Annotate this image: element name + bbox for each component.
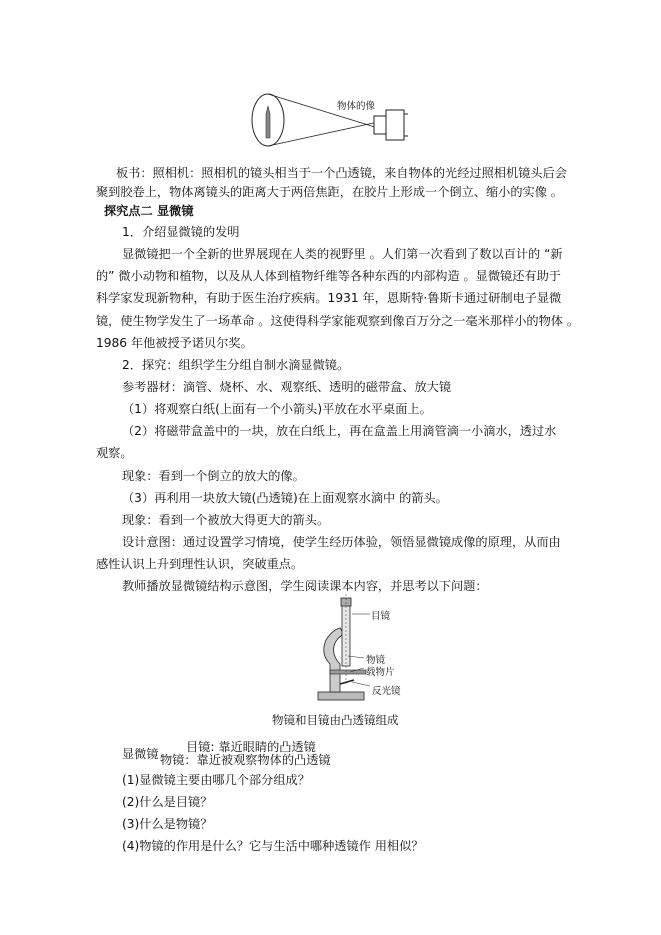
- question-2: (2)什么是目镜？: [122, 795, 213, 809]
- brace-bottom-line: 物镜：靠近被观察物体的凸透镜: [160, 753, 331, 767]
- camera-lens: [374, 116, 386, 134]
- label-eyepiece: 目镜: [371, 611, 391, 622]
- phenomenon-2: 现象：看到一个被放大得更大的箭头。: [122, 513, 330, 527]
- p1-line-2: 的” 微小动物和植物，以及从人体到植物纤维等各种东西的内部构造 。显微镜还有助于: [96, 269, 561, 283]
- microscope-base: [318, 692, 364, 700]
- question-3: (3)什么是物镜？: [122, 817, 213, 831]
- section-title: 探究点二 显微镜: [104, 204, 194, 218]
- step-1: （1）将观察白纸(上面有一个小箭头)平放在水平桌面上。: [122, 402, 432, 416]
- p1-heading: 1．介绍显微镜的发明: [122, 225, 240, 239]
- p2-heading: 2．探究：组织学生分组自制水滴显微镜。: [122, 358, 350, 372]
- blackboard-line-2: 聚到胶卷上，物体离镜头的距离大于两倍焦距，在胶片上形成一个倒立、缩小的实像 。: [96, 185, 563, 199]
- microscope-arm: [324, 628, 344, 692]
- mirror-icon: [340, 680, 354, 684]
- microscope-caption: 物镜和目镜由凸透镜组成: [272, 713, 399, 727]
- p1-line-1: 显微镜把一个全新的世界展现在人类的视野里 。人们第一次看到了数以百计的 “新: [122, 247, 563, 261]
- brace-left-label: 显微镜: [122, 747, 159, 761]
- step-2-line-1: （2）将磁带盒盖中的一块，放在白纸上，再在盒盖上用滴管滴一小滴水，透过水: [122, 424, 557, 438]
- camera-body: [386, 110, 404, 140]
- camera-image-label: 物体的像: [337, 101, 376, 112]
- design-line-2: 感性认识上升到理性认识，突破重点。: [96, 557, 304, 571]
- p1-line-3: 科学家发现新物种，有助于医生治疗疾病。1931 年，恩斯特·鲁斯卡通过研制电子显微: [96, 291, 562, 305]
- stage: [330, 670, 366, 674]
- step-2-line-2: 观察。: [96, 446, 133, 460]
- phenomenon-1: 现象：看到一个倒立的放大的像。: [122, 469, 305, 483]
- label-slide: 载物片: [366, 667, 395, 678]
- materials: 参考器材：滴管、烧杯、水、观察纸、透明的磁带盒、放大镜: [122, 380, 452, 394]
- teacher-instruction: 教师播放显微镜结构示意图，学生阅读课本内容，并思考以下问题：: [122, 579, 488, 593]
- candle-icon: [266, 106, 270, 138]
- step-3: （3）再利用一块放大镜(凸透镜)在上面观察水滴中 的箭头。: [122, 491, 448, 505]
- design-line-1: 设计意图：通过设置学习情境，使学生经历体验，领悟显微镜成像的原理，从而由: [122, 535, 561, 549]
- label-objective: 物镜: [366, 655, 386, 666]
- camera-diagram: [250, 88, 415, 158]
- question-1: (1)显微镜主要由哪几个部分组成？: [122, 773, 310, 787]
- label-mirror: 反光镜: [372, 686, 401, 697]
- question-4: (4)物镜的作用是什么？它与生活中哪种透镜作 用相似？: [122, 839, 424, 853]
- p1-line-4: 镜，使生物学发生了一场革命 。这使得科学家能观察到像百万分之一毫米那样小的物体 。: [96, 314, 580, 328]
- brace-top-line: 目镜: 靠近眼睛的凸透镜: [186, 740, 316, 754]
- ray-bottom: [268, 122, 378, 146]
- p1-line-5: 1986 年他被授予诺贝尔奖。: [96, 336, 253, 350]
- blackboard-line-1: 板书：照相机：照相机的镜头相当于一个凸透镜，来自物体的光经过照相机镜头后会: [116, 166, 567, 180]
